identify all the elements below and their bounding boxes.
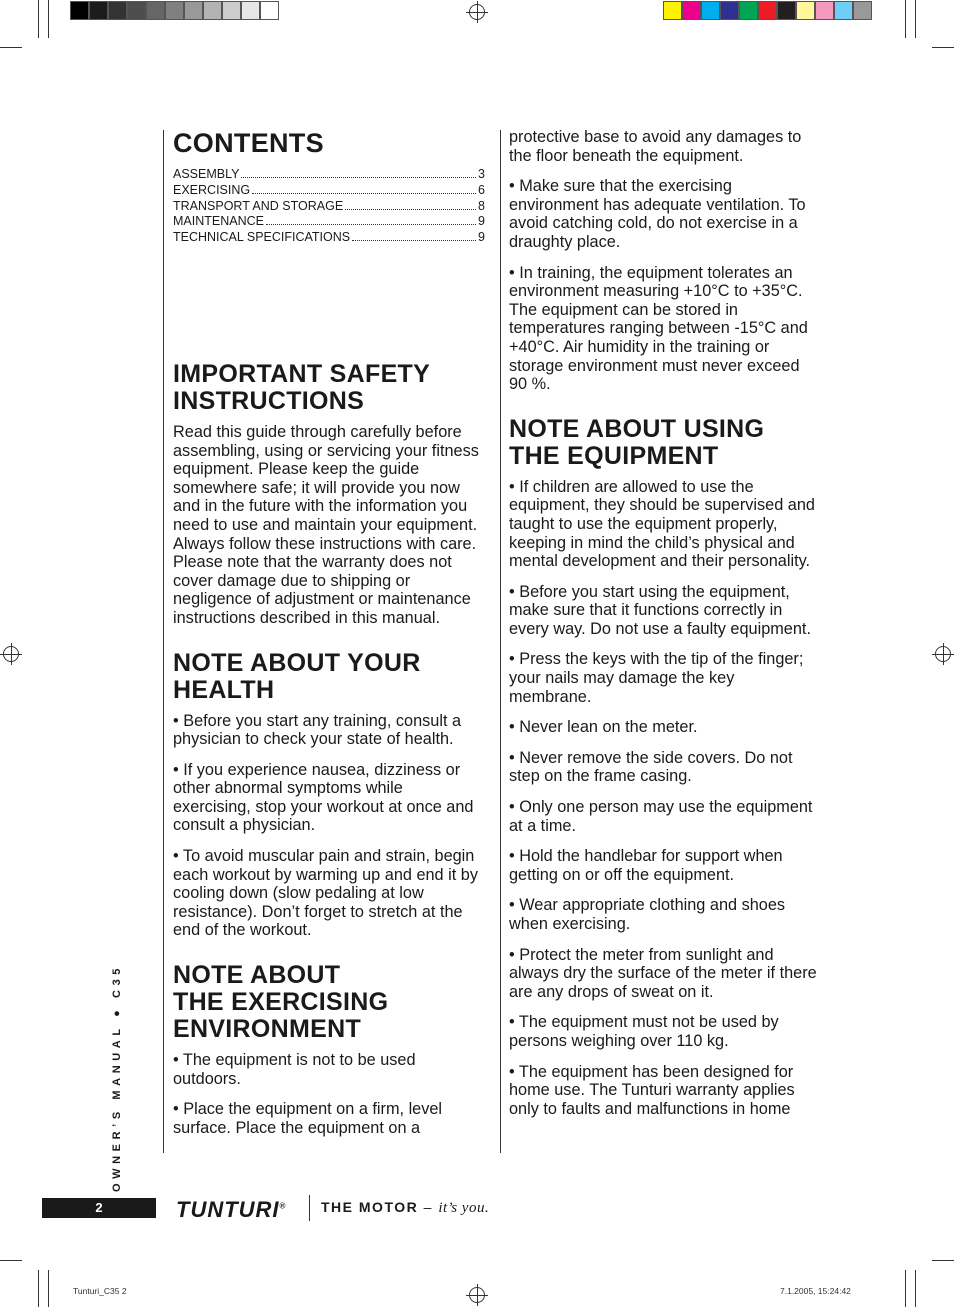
slug-filename: Tunturi_C35 2 (73, 1286, 127, 1296)
grayscale-swatches (70, 1, 279, 21)
using-item: • Never lean on the meter. (509, 718, 698, 737)
brand-logo (176, 1197, 286, 1223)
color-swatch (720, 1, 739, 20)
safety-text: Read this guide through carefully before assembling, using or servicing your fitness equipment. Please keep the guide somewhere safe; it will provide you now and in the future with the information you need to use and maintain your equipment. Always follow these instructions with care. Please note that the warranty does not cover damage due to shipping or negligence of adjustment or maintenance instructions described in this manual. (173, 422, 479, 627)
color-swatch (682, 1, 701, 20)
toc-title: TECHNICAL SPECIFICATIONS (173, 230, 351, 245)
toc-row (173, 214, 485, 230)
toc-title: EXERCISING (173, 182, 251, 197)
crop-mark (905, 1270, 906, 1307)
slogan-main: THE MOTOR (321, 1199, 419, 1215)
safety-heading-line2: INSTRUCTIONS (173, 386, 365, 415)
health-heading-line2: HEALTH (173, 675, 275, 704)
color-swatch (739, 1, 758, 20)
environment-heading-line1: NOTE ABOUT (173, 961, 341, 990)
using-list (509, 478, 821, 1119)
crop-mark (915, 0, 916, 38)
using-item: • The equipment must not be used by persons weighing over 110 kg. (509, 1013, 779, 1050)
middle-column-rule (500, 130, 501, 1153)
crop-mark (0, 47, 22, 48)
registration-mark-icon (469, 1287, 485, 1303)
color-swatch (777, 1, 796, 20)
crop-mark (38, 0, 39, 38)
left-column (173, 128, 485, 1149)
health-heading (173, 650, 485, 704)
color-swatch (815, 1, 834, 20)
toc-row (173, 199, 485, 215)
registration-mark-icon (469, 4, 485, 20)
environment-item-continuation: protective base to avoid any damages to the floor beneath the equipment. (509, 128, 802, 165)
color-swatch (260, 1, 279, 20)
health-item: • To avoid muscular pain and strain, begin each workout by warming up and end it by cooling down (slow pedaling at low resistance). Don’t forget to stretch at the end of the workout. (173, 847, 478, 940)
using-heading-line2: THE EQUIPMENT (509, 441, 719, 470)
toc-title: MAINTENANCE (173, 214, 264, 229)
environment-heading (173, 962, 485, 1043)
contents-title: CONTENTS (173, 128, 324, 158)
crop-mark (905, 0, 906, 38)
health-item: • If you experience nausea, dizziness or other abnormal symptoms while exercising, stop your workout at once and consult a physician. (173, 760, 474, 835)
color-swatch (663, 1, 682, 20)
color-swatch (241, 1, 260, 20)
environment-heading-line3: ENVIRONMENT (173, 1015, 362, 1044)
color-swatch (89, 1, 108, 20)
crop-mark (48, 1270, 49, 1307)
page-number: 2 (42, 1198, 156, 1218)
using-item: • Never remove the side covers. Do not step on the frame casing. (509, 748, 793, 786)
color-swatch (853, 1, 872, 20)
table-of-contents (173, 167, 485, 246)
environment-item: • In training, the equipment tolerates an environment measuring +10°C to +35°C. The equipment can be stored in temperatures ranging between -15°C and +40°C. Air humidity in the training or storage environment must never exceed 90 %. (509, 263, 808, 394)
slug-timestamp: 7.1.2005, 15:24:42 (780, 1286, 851, 1296)
left-column-rule (163, 130, 164, 1153)
color-swatch (70, 1, 89, 20)
toc-leader (241, 177, 476, 178)
color-swatch (165, 1, 184, 20)
toc-title: TRANSPORT AND STORAGE (173, 198, 344, 213)
crop-mark (0, 1260, 22, 1261)
toc-row (173, 167, 485, 183)
environment-heading-line2: THE EXERCISING (173, 988, 389, 1017)
toc-row (173, 183, 485, 199)
toc-page: 8 (478, 198, 485, 213)
slogan-dash: – (418, 1199, 439, 1215)
toc-leader (345, 209, 476, 210)
color-swatch (222, 1, 241, 20)
using-item: • Press the keys with the tip of the finger; your nails may damage the key membrane. (509, 650, 804, 706)
toc-title: ASSEMBLY (173, 167, 240, 181)
using-heading (509, 416, 821, 470)
toc-row (173, 230, 485, 246)
crop-mark (48, 0, 49, 38)
using-item: • Protect the meter from sunlight and always dry the surface of the meter if there are any drops of sweat on it. (509, 945, 817, 1001)
color-swatch (758, 1, 777, 20)
registered-mark: ® (279, 1201, 287, 1211)
toc-page: 9 (478, 230, 485, 245)
slogan-tail: it’s you. (438, 1200, 490, 1216)
color-swatch (203, 1, 222, 20)
using-item: • Wear appropriate clothing and shoes when exercising. (509, 896, 786, 933)
color-swatch (796, 1, 815, 20)
toc-leader (266, 224, 476, 225)
health-heading-line1: NOTE ABOUT YOUR (173, 648, 421, 677)
health-item: • Before you start any training, consult a physician to check your state of health. (173, 711, 462, 749)
color-swatches (663, 1, 872, 21)
using-item: • Only one person may use the equipment at a time. (509, 798, 813, 835)
registration-mark-icon (3, 646, 19, 662)
using-item: • If children are allowed to use the equipment, they should be supervised and taught to use the equipment properly, keeping in mind the child’s physical and mental development and their personality. (509, 477, 815, 571)
safety-heading (173, 361, 485, 415)
color-swatch (701, 1, 720, 20)
toc-leader (352, 240, 476, 241)
using-heading-line1: NOTE ABOUT USING (509, 414, 765, 443)
toc-leader (252, 193, 476, 194)
color-swatch (834, 1, 853, 20)
right-column (509, 128, 821, 1130)
crop-mark (932, 1260, 954, 1261)
slogan (321, 1199, 489, 1217)
sidebar-manual-label: OWNER’S MANUAL ● C35 (111, 963, 123, 1192)
color-swatch (127, 1, 146, 20)
using-item: • Hold the handlebar for support when getting on or off the equipment. (509, 847, 783, 884)
crop-mark (38, 1270, 39, 1307)
crop-mark (932, 47, 954, 48)
toc-page: 9 (478, 214, 485, 229)
brand-name: TUNTURI (176, 1197, 280, 1222)
using-item: • Before you start using the equipment, make sure that it functions correctly in every way. Do not use a faulty equipment. (509, 582, 811, 638)
color-swatch (146, 1, 165, 20)
crop-mark (915, 1270, 916, 1307)
environment-item: • The equipment is not to be used outdoors. (173, 1051, 416, 1088)
toc-page: 3 (478, 167, 485, 181)
environment-item: • Make sure that the exercising environment has adequate ventilation. To avoid catching cold, do not exercise in a draughty place. (509, 177, 806, 251)
color-swatch (184, 1, 203, 20)
using-item: • The equipment has been designed for home use. The Tunturi warranty applies only to faults and malfunctions in home (509, 1062, 795, 1118)
environment-item-continued: • Place the equipment on a firm, level surface. Place the equipment on a (173, 1100, 443, 1137)
toc-page: 6 (478, 182, 485, 197)
color-swatch (108, 1, 127, 20)
registration-mark-icon (935, 646, 951, 662)
safety-heading-line1: IMPORTANT SAFETY (173, 359, 431, 388)
footer-divider (309, 1195, 310, 1221)
